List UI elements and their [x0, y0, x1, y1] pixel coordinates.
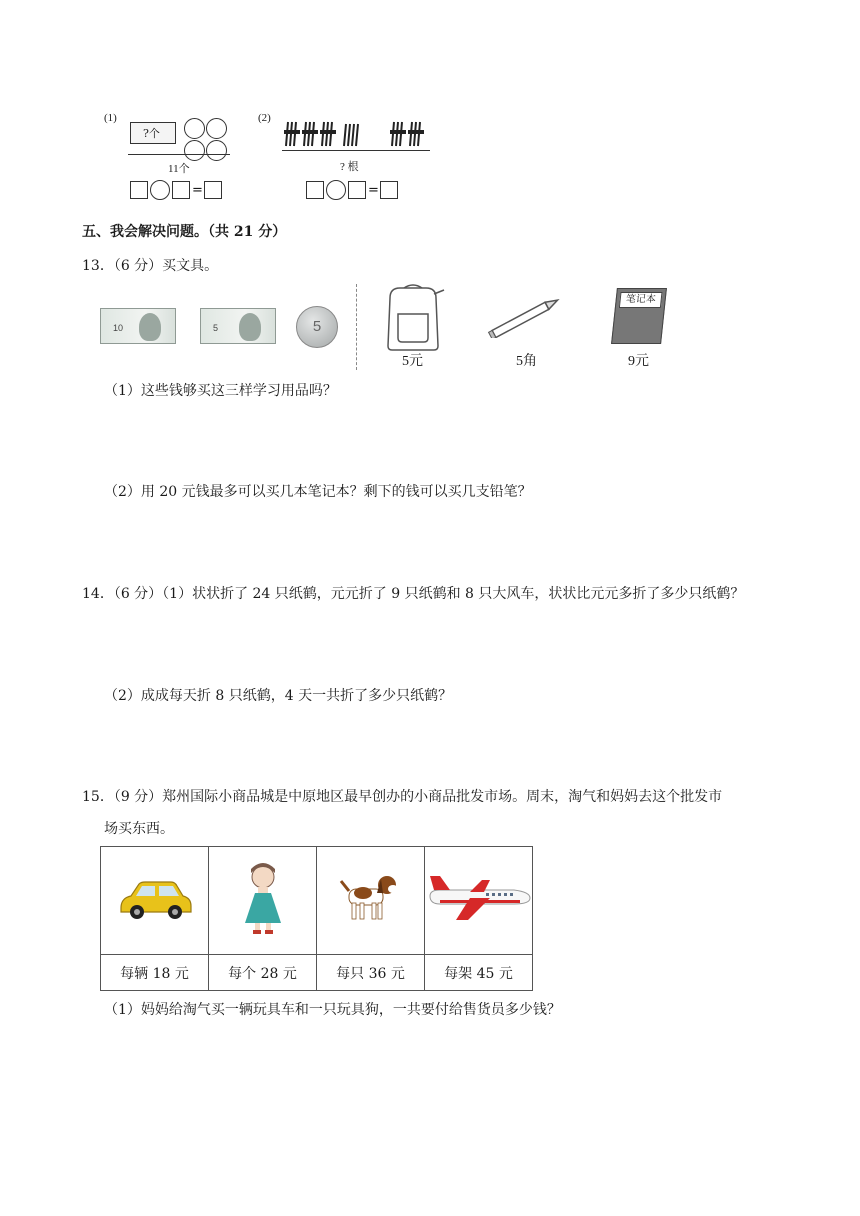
toy-plane-cell	[425, 847, 533, 955]
equation-1	[130, 180, 222, 200]
pencil-price: 5角	[516, 354, 537, 369]
part2-label: (2)	[258, 112, 271, 124]
portrait-icon	[139, 313, 161, 341]
five-jiao-coin	[296, 306, 338, 348]
stick-bundles-icon	[282, 114, 432, 154]
operator-circle[interactable]	[326, 180, 346, 200]
doll-price: 每个 28 元	[209, 955, 317, 991]
answer-box[interactable]	[380, 181, 398, 199]
answer-box[interactable]	[348, 181, 366, 199]
q13-sub1: （1）这些钱够买这三样学习用品吗？	[104, 383, 337, 399]
answer-box[interactable]	[130, 181, 148, 199]
pencil-icon	[484, 298, 564, 338]
part1-label: (1)	[104, 112, 117, 124]
q14-sub2: （2）成成每天折 8 只纸鹤，4 天一共折了多少只纸鹤？	[104, 688, 453, 704]
box-label: ?个	[143, 127, 160, 140]
mystery-box	[130, 122, 176, 144]
toy-plane-icon	[426, 874, 532, 924]
section-heading: 五、我会解决问题。（共 21 分）	[82, 224, 287, 240]
equals-sign: =	[368, 182, 379, 198]
q15-sub1: （1）妈妈给淘气买一辆玩具车和一只玩具狗，一共要付给售货员多少钱？	[104, 1002, 561, 1018]
notebook-icon	[611, 288, 667, 344]
brace-line-2	[282, 150, 430, 151]
notebook-price: 9元	[628, 354, 649, 369]
ten-yuan-bill	[100, 308, 176, 344]
answer-box[interactable]	[204, 181, 222, 199]
toy-dog-icon	[339, 871, 403, 927]
toy-dog-cell	[317, 847, 425, 955]
q13-title: 13．（6 分）买文具。	[82, 258, 219, 274]
doll-cell	[209, 847, 317, 955]
answer-box[interactable]	[172, 181, 190, 199]
bill-value: 10	[113, 323, 124, 333]
brace-line	[128, 154, 230, 155]
coin-value: 5	[312, 318, 322, 335]
circles-group	[184, 118, 228, 162]
bill-value: 5	[213, 323, 219, 333]
backpack-price: 5元	[402, 354, 423, 369]
portrait-icon	[239, 313, 261, 341]
total2-label: ? 根	[340, 161, 359, 173]
answer-box[interactable]	[306, 181, 324, 199]
operator-circle[interactable]	[150, 180, 170, 200]
q13-sub2: （2）用 20 元钱最多可以买几本笔记本？剩下的钱可以买几支铅笔？	[104, 484, 532, 500]
equals-sign: =	[192, 182, 203, 198]
car-price: 每辆 18 元	[101, 955, 209, 991]
dashed-divider	[356, 284, 357, 370]
q15-title-line2: 场买东西。	[104, 821, 174, 837]
plane-price: 每架 45 元	[425, 955, 533, 991]
q15-title-line1: 15．（9 分）郑州国际小商品城是中原地区最早创办的小商品批发市场。周末，淘气和妈妈去这个批发市	[82, 789, 723, 805]
price-table	[100, 846, 533, 991]
toy-car-icon	[115, 874, 195, 924]
total-label: 11个	[168, 163, 190, 175]
dog-price: 每只 36 元	[317, 955, 425, 991]
backpack-icon	[378, 284, 448, 352]
counting-figure	[100, 108, 435, 208]
notebook-label: 笔记本	[619, 292, 663, 308]
equation-2	[306, 180, 398, 200]
stationery-figure	[100, 284, 680, 370]
toy-car-cell	[101, 847, 209, 955]
doll-icon	[233, 861, 293, 937]
five-yuan-bill	[200, 308, 276, 344]
q14-title: 14．（6 分）（1）状状折了 24 只纸鹤，元元折了 9 只纸鹤和 8 只大风车，状状比元元多折了多少只纸鹤？	[82, 586, 745, 602]
